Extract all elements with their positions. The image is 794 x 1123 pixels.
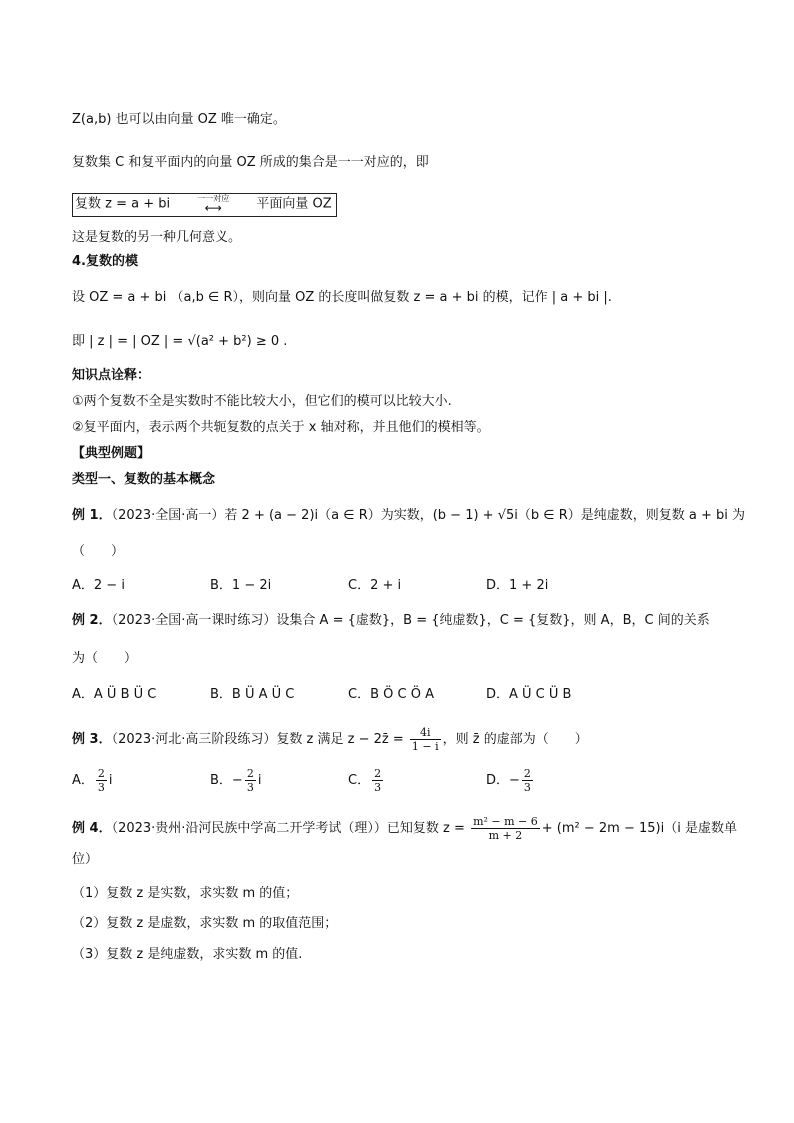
example-2-option-b: B．B Ü A Ü C	[210, 687, 295, 702]
option-suffix: i	[257, 773, 262, 788]
example-3-fraction	[410, 726, 441, 753]
fraction-denominator: 3	[246, 781, 254, 794]
example-4-question-1: （1）复数 z 是实数，求实数 m 的值；	[72, 886, 299, 901]
example-2-label: 例 2．	[72, 613, 112, 628]
example-3-option-d	[486, 766, 535, 796]
example-1-label: 例 1．	[72, 508, 112, 523]
example-2-body: （2023·全国·高一课时练习）设集合 A = {虚数}，B = {纯虚数}，C = {复数}，则 A，B，C 间的关系	[111, 613, 710, 628]
example-4-fraction	[471, 815, 540, 842]
example-4-body-after: + (m² − 2m − 15)i（i 是虚数单	[541, 821, 737, 836]
example-3-text	[72, 724, 588, 756]
type-1-title: 类型一、复数的基本概念	[72, 472, 216, 487]
example-3-label: 例 3．	[72, 732, 112, 747]
fraction-denominator: m + 2	[488, 829, 523, 842]
example-4-question-2: （2）复数 z 是虚数，求实数 m 的取值范围；	[72, 916, 338, 931]
paragraph-geometric-meaning: 这是复数的另一种几何意义。	[72, 230, 242, 245]
fraction-numerator: 2	[246, 767, 254, 780]
arrow-label: 一一对应	[197, 194, 230, 203]
fraction-denominator: 1 − i	[411, 740, 439, 753]
example-3-body-after: ，则 z̄ 的虚部为（ ）	[442, 732, 588, 747]
example-2-option-a: A．A Ü B Ü C	[72, 687, 157, 702]
option-prefix: D．	[486, 773, 510, 788]
example-2-option-c: C．B Ö C Ö A	[348, 687, 434, 702]
example-1-body: （2023·全国·高一）若 2 + (a − 2)i（a ∈ R）为实数，(b − 1) + √5i（b ∈ R）是纯虚数，则复数 a + bi 为	[111, 508, 745, 523]
fraction-numerator: m² − m − 6	[473, 815, 538, 828]
fraction-denominator: 3	[97, 781, 105, 794]
option-prefix: C．	[348, 773, 371, 788]
example-2-option-d: D．A Ü C Ü B	[486, 687, 572, 702]
option-suffix: i	[108, 773, 113, 788]
double-arrow-icon: 一一对应 ⟷	[174, 195, 252, 213]
example-4-cont: 位）	[72, 852, 99, 867]
boxed-left: 复数 z = a + bi	[75, 196, 171, 212]
boxed-right: 平面向量 OZ	[256, 196, 332, 212]
example-4-question-3: （3）复数 z 是纯虚数，求实数 m 的值.	[72, 947, 303, 962]
example-2-text	[72, 612, 710, 630]
example-3-option-c	[348, 766, 385, 796]
section-heading-modulus: 4.复数的模	[72, 254, 138, 269]
example-1-text	[72, 507, 745, 525]
modulus-formula: 即 | z | = | OZ | = √(a² + b²) ≥ 0 .	[72, 334, 288, 349]
note-1: ①两个复数不全是实数时不能比较大小，但它们的模可以比较大小.	[72, 394, 452, 409]
option-prefix: A．	[72, 773, 94, 788]
note-2: ②复平面内，表示两个共轭复数的点关于 x 轴对称，并且他们的模相等。	[72, 420, 490, 435]
boxed-correspondence	[72, 193, 337, 217]
example-3-option-a	[72, 766, 113, 796]
example-1-option-a: A．2 − i	[72, 578, 125, 593]
fraction-denominator: 3	[374, 781, 382, 794]
example-4-body-before: （2023·贵州·沿河民族中学高二开学考试（理））已知复数 z =	[111, 821, 465, 836]
example-4-label: 例 4．	[72, 821, 112, 836]
option-fraction	[372, 767, 383, 794]
fraction-numerator: 2	[97, 767, 105, 780]
option-prefix: B．	[210, 773, 232, 788]
option-fraction	[522, 767, 533, 794]
example-3-option-b	[210, 766, 261, 796]
example-1-option-c: C．2 + i	[348, 578, 402, 593]
example-1-paren: （ ）	[72, 544, 125, 559]
paragraph-modulus-definition: 设 OZ = a + bi （a,b ∈ R），则向量 OZ 的长度叫做复数 z = a + bi 的模，记作 | a + bi |.	[72, 290, 612, 305]
option-fraction	[245, 767, 256, 794]
example-1-option-d: D．1 + 2i	[486, 578, 549, 593]
option-sign: −	[231, 773, 243, 788]
option-sign: −	[509, 773, 520, 788]
notes-title: 知识点诠释：	[72, 368, 151, 383]
fraction-numerator: 2	[523, 767, 531, 780]
examples-title: 【典型例题】	[72, 446, 151, 461]
paragraph-vector-determined: Z(a,b) 也可以由向量 OZ 唯一确定。	[72, 112, 286, 127]
example-2-cont: 为（ ）	[72, 651, 138, 666]
fraction-numerator: 4i	[410, 726, 441, 740]
example-4-text	[72, 813, 737, 845]
paragraph-one-to-one: 复数集 C 和复平面内的向量 OZ 所成的集合是一一对应的，即	[72, 155, 429, 170]
fraction-denominator: 3	[523, 781, 531, 794]
fraction-numerator: 2	[374, 767, 382, 780]
option-fraction	[96, 767, 107, 794]
example-1-option-b: B．1 − 2i	[210, 578, 272, 593]
example-3-body-before: （2023·河北·高三阶段练习）复数 z 满足 z − 2z̄ =	[111, 732, 404, 747]
